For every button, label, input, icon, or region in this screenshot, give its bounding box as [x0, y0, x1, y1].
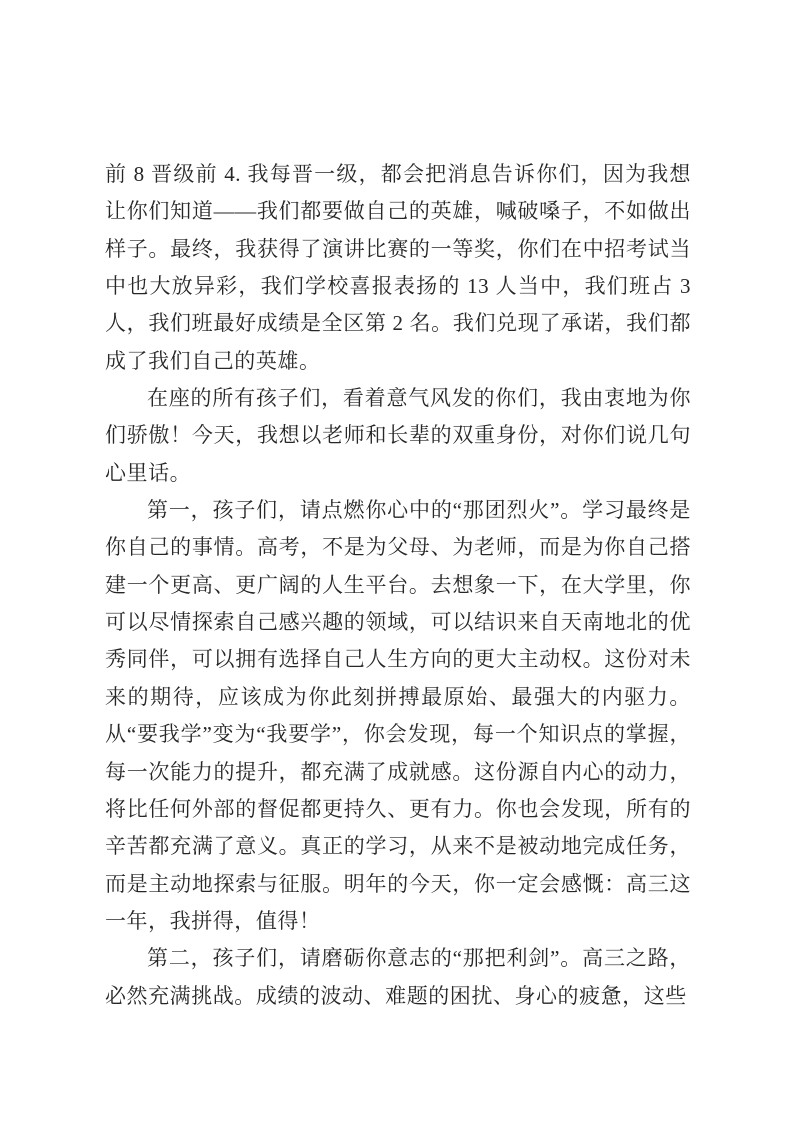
- paragraph-point-two: 第二，孩子们，请磨砺你意志的“那把利剑”。高三之路，必然充满挑战。成绩的波动、难题的困扰、身心的疲惫，这些: [105, 946, 691, 1008]
- document-body: [105, 156, 691, 1015]
- paragraph-continuation: 前 8 晋级前 4. 我每晋一级，都会把消息告诉你们，因为我想让你们知道——我们都要做自己的英雄，喊破嗓子，不如做出样子。最终，我获得了演讲比赛的一等奖，你们在中招考试当中也大放异彩，我们学校喜报表扬的 13 人当中，我们班占 3 人，我们班最好成绩是全区第 2 名。我们兑现了承诺，我们都成了我们自己的英雄。: [105, 162, 691, 373]
- paragraph-point-one: 第一，孩子们，请点燃你心中的“那团烈火”。学习最终是你自己的事情。高考，不是为父母、为老师，而是为你自己搭建一个更高、更广阔的人生平台。去想象一下，在大学里，你可以尽情探索自己感兴趣的领域，可以结识来自天南地北的优秀同伴，可以拥有选择自己人生方向的更大主动权。这份对未来的期待，应该成为你此刻拼搏最原始、最强大的内驱力。从“要我学”变为“我要学”，你会发现，每一个知识点的掌握，每一次能力的提升，都充满了成就感。这份源自内心的动力，将比任何外部的督促都更持久、更有力。你也会发现，所有的辛苦都充满了意义。真正的学习，从来不是被动地完成任务，而是主动地探索与征服。明年的今天，你一定会感慨：高三这一年，我拼得，值得！: [105, 498, 691, 933]
- paragraph-address: 在座的所有孩子们，看着意气风发的你们，我由衷地为你们骄傲！今天，我想以老师和长辈的双重身份，对你们说几句心里话。: [105, 386, 691, 485]
